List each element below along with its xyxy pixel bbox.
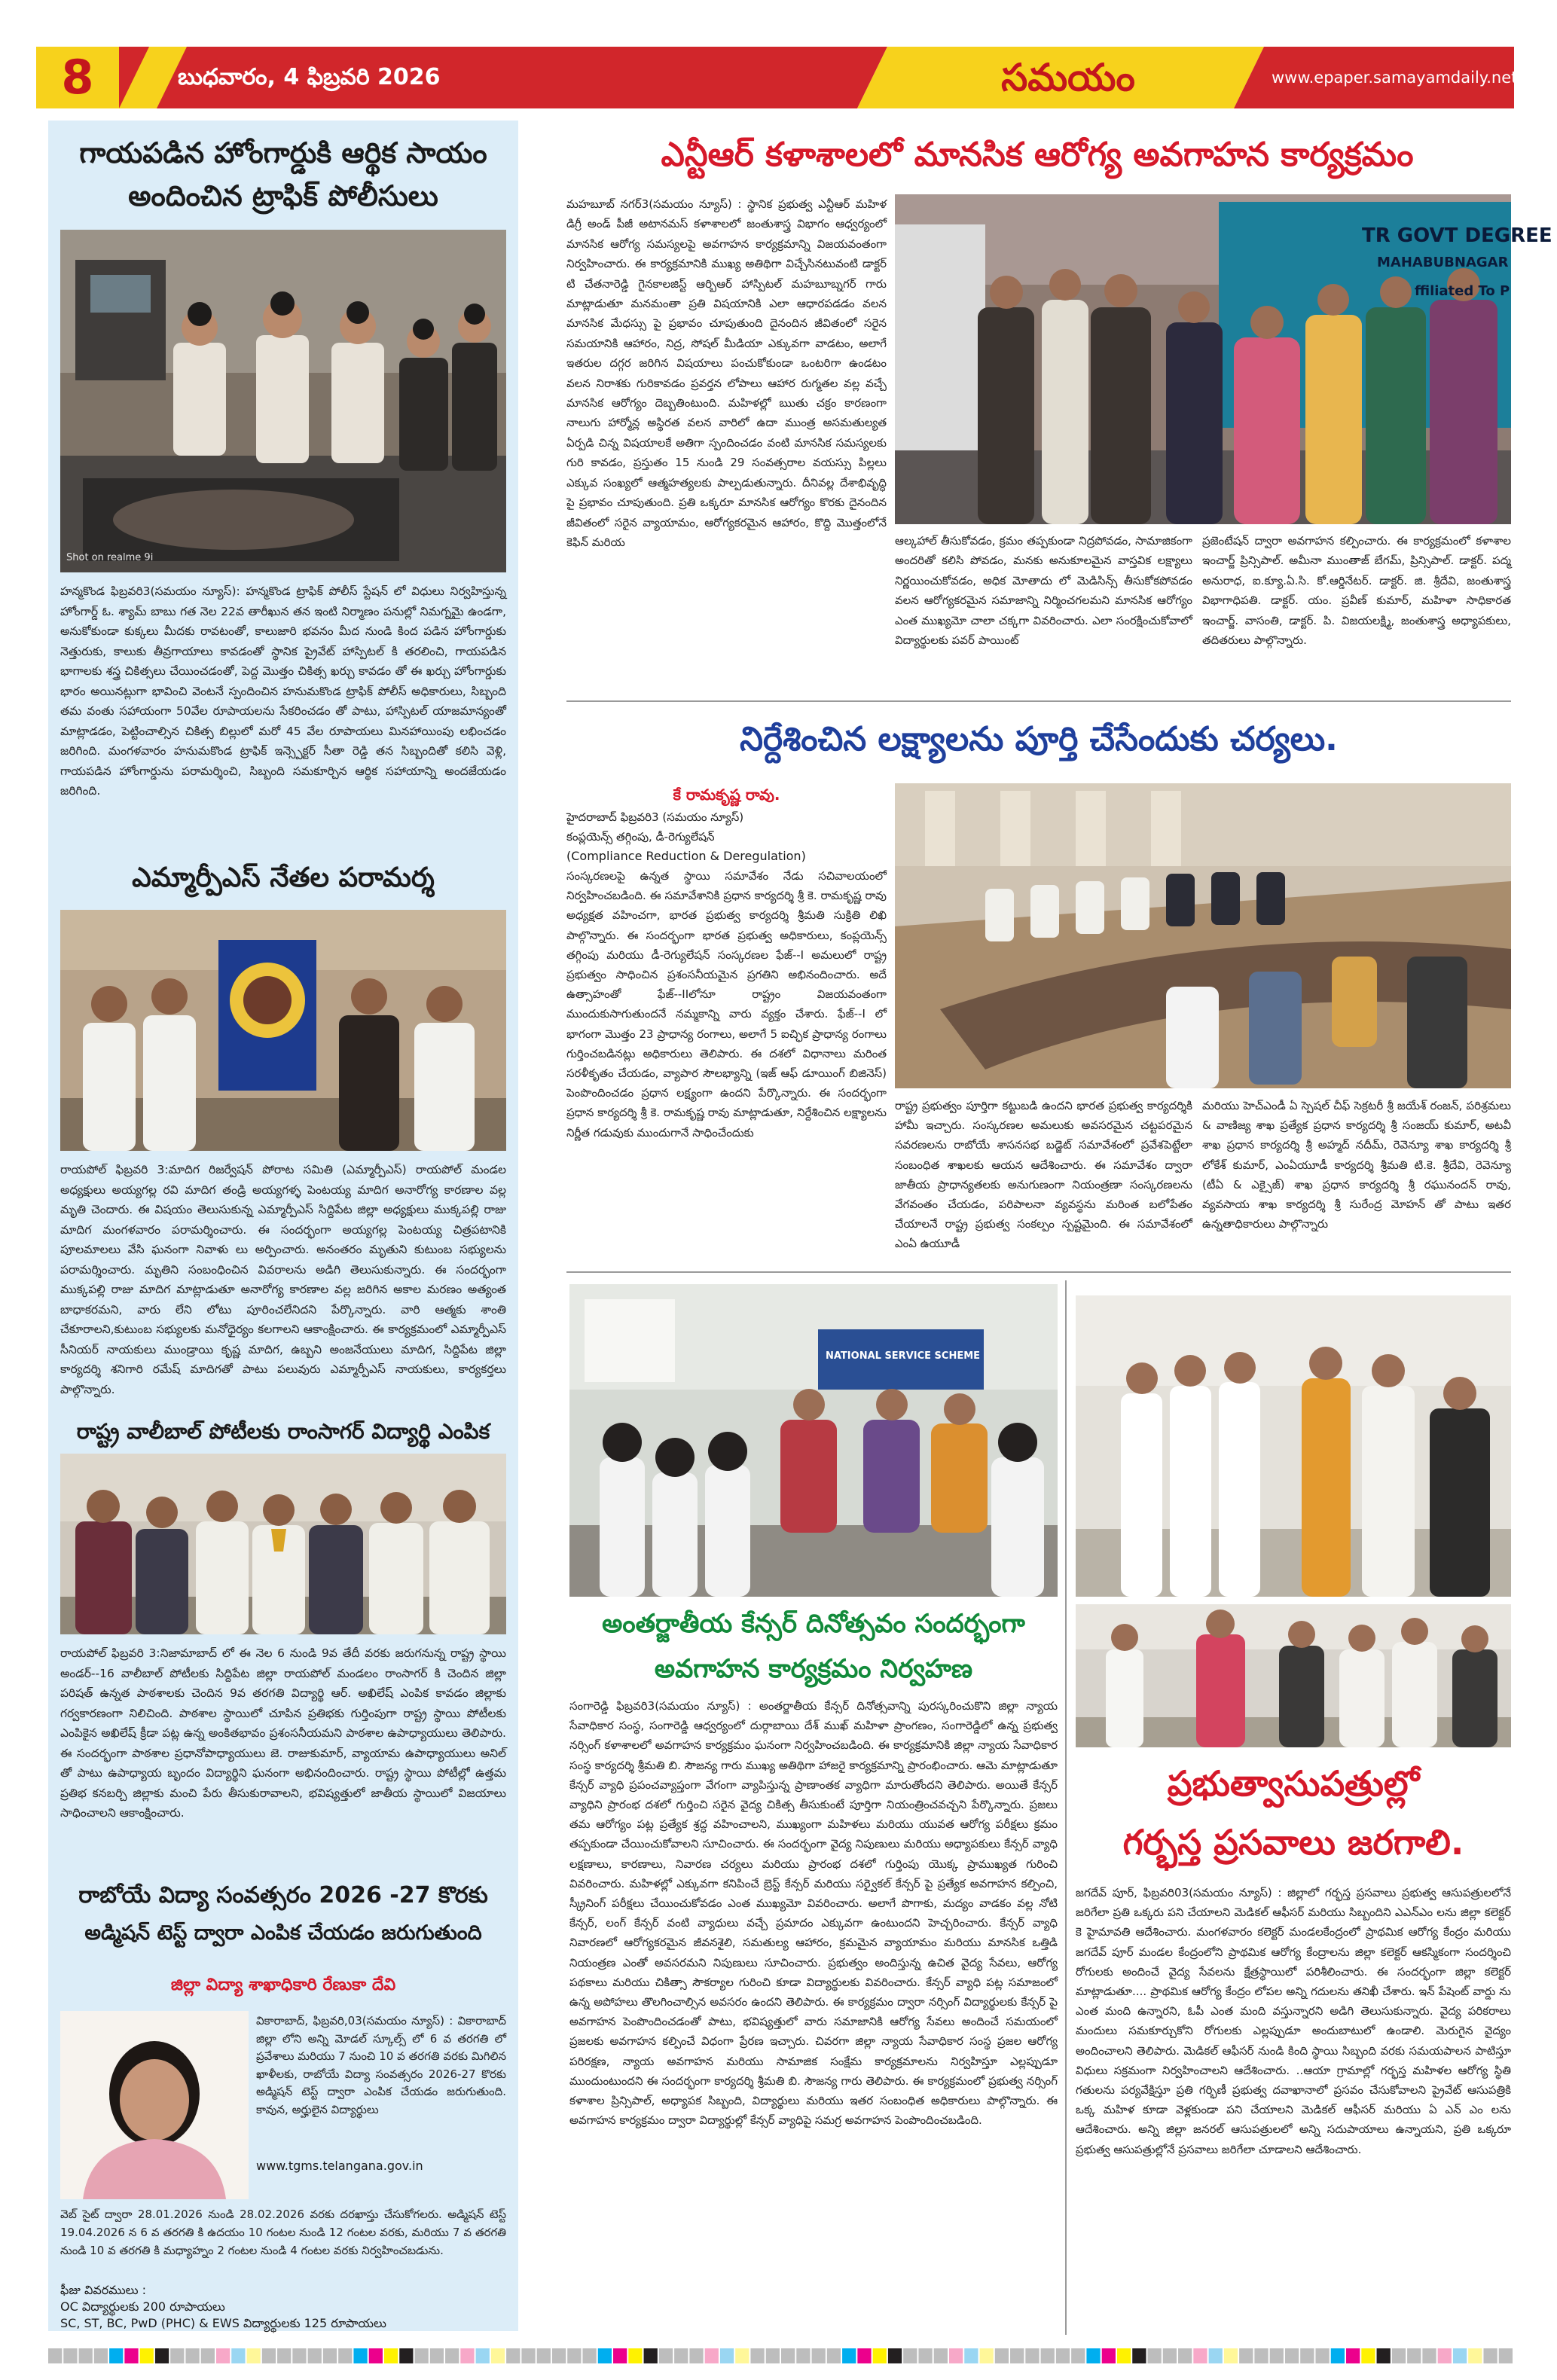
registration-swatch xyxy=(216,2348,230,2363)
registration-swatch xyxy=(1239,2348,1253,2363)
registration-swatch xyxy=(689,2348,703,2363)
registration-swatch xyxy=(140,2348,154,2363)
registration-swatch xyxy=(1132,2348,1146,2363)
registration-swatch xyxy=(1010,2348,1024,2363)
story4-byline: జిల్లా విద్యా శాఖాధికారి రేణుకా దేవి xyxy=(170,1976,396,1994)
story4-body-beside-photo: వికారాబాద్, ఫిబ్రవరి,03(సమయం న్యూస్) : వికారాబాద్ జిల్లా లోని అన్ని మోడల్ స్కూల్స్ లో 6 వ తరగతి లో ప్రవేశాలు మరియు 7 నుంచి 10 వ తరగతి వరకు మిగిలిన ఖాళీలకు, రాబోయే విద్యా సంవత్సరం 2026-27 కొరకు అడ్మిషన్ టెస్ట్ ద్వారా ఎంపిక చేయడం జరుగుతుంది. కావున, అర్హులైన విద్యార్థులు xyxy=(256,2014,506,2116)
phc-ward-visit-illustration xyxy=(1076,1604,1511,1747)
registration-swatch xyxy=(1438,2348,1452,2363)
ntr-story-body-col2: ఆల్కహాల్ తీసుకోవడం, క్రమం తప్పకుండా నిద్రపోవడం, సామాజికంగా అందరితో కలిసి పోవడం, మనకు అనుకూలమైన వాస్తవిక లక్ష్యాలు నిర్ణయించుకోవడం, అధిక మోతాదు లో మెడిసిన్స్ తీసుకోకపోవడం వలన ఆరోగ్యకరమైన సమాజాన్ని నిర్మించగలమని మానసిక ఆరోగ్యం ఎంత ముఖ్యమో చాలా చక్కగా వివరించారు. ఎలా సంరక్షించుకోవాలో విద్యార్థులకు పవర్ పాయింట్ xyxy=(895,534,1192,648)
registration-swatch xyxy=(796,2348,810,2363)
hospital-story-headline-line2: గర్భస్త ప్రసవాలు జరగాలి. xyxy=(1122,1822,1464,1863)
story3-headline: రాష్ట్ర వాలీబాల్ పోటీలకు రాంసాగర్ విద్యార్థి ఎంపిక xyxy=(76,1419,490,1444)
registration-swatch xyxy=(231,2348,245,2363)
registration-swatch xyxy=(537,2348,551,2363)
registration-swatch xyxy=(674,2348,688,2363)
tribute-photo-illustration xyxy=(60,910,506,1151)
registration-swatch xyxy=(277,2348,291,2363)
registration-swatch xyxy=(659,2348,673,2363)
ntr-photo-banner-3: ffiliated To P xyxy=(1415,283,1510,299)
registration-swatch xyxy=(1224,2348,1238,2363)
registration-swatch xyxy=(430,2348,444,2363)
story1-headline-line2: అందించిన ట్రాఫిక్ పోలీసులు xyxy=(128,179,438,212)
registration-swatch xyxy=(628,2348,642,2363)
ntr-story-headline: ఎన్టీఆర్ కళాశాలలో మానసిక ఆరోగ్య అవగాహన కార్యక్రమం xyxy=(661,136,1414,174)
registration-swatch xyxy=(888,2348,902,2363)
registration-swatch xyxy=(735,2348,749,2363)
ntr-photo-banner: TR GOVT DEGREE xyxy=(1362,224,1552,247)
registration-swatch xyxy=(1361,2348,1375,2363)
registration-swatch xyxy=(1300,2348,1314,2363)
registration-swatch xyxy=(873,2348,887,2363)
registration-swatch xyxy=(949,2348,963,2363)
registration-swatch xyxy=(155,2348,169,2363)
registration-swatch xyxy=(980,2348,994,2363)
fee-line-sc-st: SC, ST, BC, PwD (PHC) & EWS విద్యార్థులకు 125 రూపాయలు xyxy=(60,2316,386,2330)
registration-swatch xyxy=(1392,2348,1406,2363)
volleyball-felicitation-illustration xyxy=(60,1454,506,1634)
registration-swatch xyxy=(1499,2348,1513,2363)
registration-swatch xyxy=(323,2348,337,2363)
story1-photo xyxy=(60,230,506,572)
registration-swatch xyxy=(399,2348,413,2363)
registration-swatch xyxy=(1254,2348,1268,2363)
cancer-story-headline-line1: అంతర్జాతీయ కేన్సర్ దినోత్సవం సందర్భంగా xyxy=(602,1609,1025,1639)
cancer-story-photo xyxy=(569,1284,1058,1597)
registration-swatch xyxy=(705,2348,719,2363)
targets-story-photo xyxy=(895,783,1511,1088)
registration-swatch xyxy=(1453,2348,1467,2363)
hospital-story-headline-line1: ప్రభుత్వాసుపత్రుల్లో xyxy=(1167,1763,1420,1804)
registration-swatch xyxy=(552,2348,566,2363)
story4-body-after-website: వెబ్ సైట్ ద్వారా 28.01.2026 నుండి 28.02.2026 వరకు దరఖాస్తు చేసుకోగలరు. అడ్మిషన్ టెస్ట్ 19.04.2026 న 6 వ తరగతి కి ఉదయం 10 గంటల నుండి 12 గంటల వరకు, మరియు 7 వ తరగతి నుండి 10 వ తరగతి కి మధ్యాహ్నం 2 గంటల నుండి 4 గంటల వరకు నిర్వహించబడును. xyxy=(60,2208,506,2257)
registration-swatch xyxy=(1102,2348,1116,2363)
targets-story-lead-phrase: కంప్లయెన్స్ తగ్గింపు, డీ-రెగ్యులేషన్ xyxy=(566,830,715,844)
registration-swatch xyxy=(185,2348,199,2363)
registration-swatch xyxy=(79,2348,93,2363)
registration-swatch xyxy=(720,2348,734,2363)
page-number: 8 xyxy=(61,50,94,105)
registration-swatch xyxy=(766,2348,780,2363)
registration-swatch xyxy=(384,2348,398,2363)
registration-swatch xyxy=(598,2348,612,2363)
story1-body: హన్మకొండ ఫిబ్రవరి3(సమయం న్యూస్): హన్మకొండ ట్రాఫిక్ పోలీస్ స్టేషన్ లో విధులు నిర్వహిస్తున్న హోంగార్డ్ ఓ. శ్యామ్ బాబు గత నెల 22వ తారీఖున తన ఇంటి నిర్మాణం పనుల్లో నిమగ్నమై ఉండగా, అనుకోకుండా కుక్కలు మీదకు రావటంతో, కాలుజారి భవనం మీద నుండి కింద పడిన హోంగార్డుకు నెత్తురుకు, కాలుకు తీవ్రగాయాలు కావడంతో స్థానిక ప్రైవేట్ హాస్పిటల్ కి తరలించి, గాయపడిన భాగాలకు శస్త్ర చికిత్సలు చేయించడంతో, పెద్ద మొత్తం చికిత్స ఖర్చు కావడం తో ఈ ఖర్చు హోంగార్డుకు భారం అయినట్లుగా భావించి వెంటనే స్పందించిన హనుమకొండ ట్రాఫిక్ పోలీస్ అధికారులు, సిబ్బంది తమ వంతు సహాయంగా 50వేల రూపాయలను సేకరించడం తో పాటు, హాస్పిటల్ యాజమాన్యంతో మాట్లాడడం, పెట్టించాల్సిన చికిత్స బిల్లులో మరో 45 వేల రూపాయలు మినహాయింపు లభించడం జరిగింది. మంగళవారం హనుమకొండ ట్రాఫిక్ ఇన్స్పెక్టర్ సీతా రెడ్డి తన సిబ్బందితో కలిసి వెళ్లి, గాయపడిన హోంగార్డును పరామర్శించి, సిబ్బంది సమకూర్చిన ఆర్థిక సహాయాన్ని అందజేయడం జరిగింది. xyxy=(60,584,506,798)
registration-swatch xyxy=(1071,2348,1085,2363)
registration-swatch xyxy=(247,2348,261,2363)
registration-swatch xyxy=(934,2348,948,2363)
registration-swatch xyxy=(1285,2348,1299,2363)
registration-swatch xyxy=(415,2348,429,2363)
hospital-visit-illustration xyxy=(60,230,506,572)
registration-swatch xyxy=(353,2348,367,2363)
masthead xyxy=(36,47,1518,108)
targets-story-body-mid: రాష్ట్ర ప్రభుత్వం పూర్తిగా కట్టుబడి ఉందని భారత ప్రభుత్వ కార్యదర్శికి హామీ ఇచ్చారు. సంస్కరణల అమలుకు అవసరమైన చట్టపరమైన సవరణలను రాబోయే శాసనసభ బడ్జెట్ సమావేశంలో ప్రవేశపెట్టేలా సంబంధిత శాఖలకు ఆయన ఆదేశించారు. ఈ సమావేశం ద్వారా జాతీయ ప్రాధాన్యతలకు అనుగుణంగా నియంత్రణా సంస్కరణలను వేగవంతం చేయడం, పరిపాలనా వ్యవస్థను మరింత బలోపేతం చేయాలనే రాష్ట్ర ప్రభుత్వ సంకల్పం స్పష్టమైంది. ఈ సమావేశంలో ఎంఏ ఉయూడీ xyxy=(895,1099,1192,1251)
story4-headline-line1: రాబోయే విద్యా సంవత్సరం 2026 -27 కొరకు xyxy=(78,1882,488,1909)
story4-headline-line2: అడ్మిషన్ టెస్ట్ ద్వారా ఎంపిక చేయడం జరుగుతుంది xyxy=(84,1921,482,1945)
registration-swatch xyxy=(292,2348,306,2363)
registration-swatch xyxy=(567,2348,581,2363)
ntr-story-body-col3: ప్రజెంటేషన్ ద్వారా అవగాహన కల్పించారు. ఈ కార్యక్రమంలో కళాశాల ఇంచార్జ్ ప్రిన్సిపాల్. అమీనా ముంతాజ్ బేగమ్, ప్రిన్సిపాల్. డాక్టర్. పద్మ అనురాధ, ఐ.క్యూ.ఏ.సి. కో.ఆర్డినేటర్. డాక్టర్. జి. శ్రీదేవి, జంతుశాస్త్ర విభాగాధిపతి. డాక్టర్. యం. ప్రవీణ్ కుమార్, మహిళా సాధికారత ఇంచార్జ్. వాసంతి, డాక్టర్. పి. విజయలక్ష్మి, జంతుశాస్త్ర అధ్యాపకులు, తదితరులు పాల్గొన్నారు. xyxy=(1202,534,1511,648)
registration-swatch xyxy=(613,2348,627,2363)
registration-swatch xyxy=(476,2348,490,2363)
registration-swatch xyxy=(1270,2348,1284,2363)
cancer-photo-banner: NATIONAL SERVICE SCHEME xyxy=(826,1350,981,1362)
registration-swatch xyxy=(201,2348,215,2363)
color-registration-strip xyxy=(48,2348,1514,2363)
registration-swatch xyxy=(1117,2348,1131,2363)
registration-swatch xyxy=(1178,2348,1192,2363)
registration-swatch xyxy=(506,2348,520,2363)
registration-swatch xyxy=(170,2348,184,2363)
registration-swatch xyxy=(1407,2348,1421,2363)
registration-swatch xyxy=(964,2348,978,2363)
targets-story-byline: కే రామకృష్ణ రావు. xyxy=(673,786,780,804)
registration-swatch xyxy=(1422,2348,1436,2363)
registration-swatch xyxy=(1041,2348,1055,2363)
cancer-story-headline-line2: అవగాహన కార్యక్రమం నిర్వహణ xyxy=(654,1654,973,1684)
registration-swatch xyxy=(781,2348,795,2363)
fee-line-oc: OC విద్యార్థులకు 200 రూపాయలు xyxy=(60,2299,225,2314)
website-link[interactable]: www.epaper.samayamdaily.net xyxy=(1272,69,1518,87)
registration-swatch xyxy=(369,2348,383,2363)
fee-title: ఫీజు వివరములు : xyxy=(60,2283,147,2297)
registration-swatch xyxy=(1148,2348,1162,2363)
registration-swatch xyxy=(48,2348,62,2363)
ntr-story-photo xyxy=(895,194,1552,524)
column-divider-vertical xyxy=(1065,1280,1067,2335)
registration-swatch xyxy=(827,2348,841,2363)
ntr-story-divider xyxy=(566,700,1511,702)
registration-swatch xyxy=(857,2348,871,2363)
registration-swatch xyxy=(1346,2348,1360,2363)
registration-swatch xyxy=(338,2348,352,2363)
registration-swatch xyxy=(262,2348,276,2363)
meeting-hall-illustration xyxy=(895,783,1511,1088)
story1-headline-line1: గాయపడిన హోంగార్డుకి ఆర్థిక సాయం xyxy=(79,136,487,169)
registration-swatch xyxy=(582,2348,596,2363)
registration-swatch xyxy=(903,2348,917,2363)
registration-swatch xyxy=(918,2348,932,2363)
targets-story-body-right: మరియు హెచ్ఎండీ ఏ స్పెషల్ చీఫ్ సెక్రటరీ శ్రీ జయేశ్ రంజన్, పరిశ్రమలు & వాణిజ్య శాఖ ప్రత్యేక ప్రధాన కార్యదర్శి శ్రీ సంజయ్ కుమార్, అటవీ శాఖ ప్రధాన కార్యదర్శి శ్రీ అహ్మద్ నదీమ్, రెవెన్యూ శాఖ కార్యదర్శి శ్రీ లోకేశ్ కుమార్, ఎంఏయూడీ కార్యదర్శి శ్రీమతి టి.కె. శ్రీదేవి, రెవెన్యూ (టీఏ & ఎక్సైజ్) శాఖ ప్రధాన కార్యదర్శి శ్రీ రఘునందన్ రావు, వ్యవసాయ శాఖ కార్యదర్శి శ్రీ సురేంద్ర మోహన్ తో పాటు ఇతర ఉన్నతాధికారులు పాల్గొన్నారు xyxy=(1202,1099,1511,1231)
story2-body: రాయపోల్ ఫిబ్రవరి 3:మాదిగ రిజర్వేషన్ పోరాట సమితి (ఎమ్మార్పీఎస్) రాయపోల్ మండల అధ్యక్షులు అయ్యగల్ల రవి మాదిగ తండ్రి అయ్యగళ్ళ పెంటయ్య మాదిగ అనారోగ్య కారణాల వల్ల మృతి చెందారు. ఈ విషయం తెలుసుకున్న ఎమ్మార్పీఎస్ సిద్దిపేట జిల్లా అధ్యక్షులు ముక్కపల్లి రాజు మాదిగ మంగళవారం పరామర్శించారు. ఈ సందర్భంగా అయ్యగల్ల పెంటయ్య చిత్రపటానికి పూలమాలలు వేసి ఘనంగా నివాళు లు అర్పించారు. అనంతరం మృతుని కుటుంబ సభ్యులను పరామర్శించారు. మృతిని సంబంధించిన వివరాలను అడిగి తెలుసుకున్నారు. ఈ సందర్భంగా ముక్కపల్లి రాజు మాదిగ మాట్లాడుతూ అనారోగ్య కారణాల వల్ల జరిగిన అకాల మరణం అత్యంత బాధాకరమని, వారు లేని లోటు పూరించలేనిదని పేర్కొన్నారు. వారి ఆత్మకు శాంతి చేకూరాలని,కుటుంబ సభ్యులకు మనోధైర్యం కలగాలని ఆకాంక్షించారు. ఈ కార్యక్రమంలో ఎమ్మార్పీఎస్ సీనియర్ నాయకులు ముండ్రాయి కృష్ణ మాదిగ, ఉబ్బని అంజనేయులు మాదిగ, సిద్దిపేట జిల్లా కార్యదర్శి శనిగారి రమేష్ మాదిగతో పాటు పలువురు ఎమ్మార్పీఎస్ నాయకులు, కార్యకర్తలు పాల్గొన్నారు. xyxy=(60,1163,506,1396)
registration-swatch xyxy=(1056,2348,1070,2363)
registration-swatch xyxy=(750,2348,764,2363)
hospital-story-photo-bottom xyxy=(1076,1604,1511,1747)
registration-swatch xyxy=(812,2348,826,2363)
registration-swatch xyxy=(842,2348,856,2363)
registration-swatch xyxy=(644,2348,658,2363)
registration-swatch xyxy=(445,2348,459,2363)
registration-swatch xyxy=(1086,2348,1100,2363)
story1-photo-caption: Shot on realme 9i xyxy=(66,552,154,563)
targets-story-headline: నిర్దేశించిన లక్ష్యాలను పూర్తి చేసేందుకు చర్యలు. xyxy=(740,720,1338,758)
registration-swatch xyxy=(308,2348,322,2363)
registration-swatch xyxy=(124,2348,138,2363)
registration-swatch xyxy=(1193,2348,1207,2363)
registration-swatch xyxy=(1209,2348,1223,2363)
registration-swatch xyxy=(995,2348,1009,2363)
registration-swatch xyxy=(1163,2348,1177,2363)
registration-swatch xyxy=(109,2348,123,2363)
story2-photo xyxy=(60,910,506,1151)
registration-swatch xyxy=(1468,2348,1482,2363)
ntr-story-body-col1: మహబూబ్ నగర్3(సమయం న్యూస్) : స్థానిక ప్రభుత్వ ఎన్టీఆర్ మహిళ డిగ్రీ అండ్ పీజీ అటానమస్ కళాశాలలో జంతుశాస్త్ర విభాగం ఆధ్వర్యంలో మానసిక ఆరోగ్య సమస్యలపై అవగాహన కార్యక్రమాన్ని విజయవంతంగా నిర్వహించారు. ఈ కార్యక్రమానికి ముఖ్య అతిథిగా విచ్చేసినటువంటి డాక్టర్ టి చేతనారెడ్డి గైనకాలజిస్ట్ ఆర్బిఆర్ హాస్పిటల్ మహబూబ్నగర్ గారు మాట్లాడుతూ మనమంతా ప్రతి విషయానికి ఎలా ఆధారపడడం వలన మానసిక మేధస్సు పై ప్రభావం చూపుతుంది దైనందిన జీవితంలో సరైన సమయానికి ఆహారం, నిద్ర, సోషల్ మీడియా ఎక్కువగా వాడటం, అలాగే ఇతరుల దగ్గర జరిగిన విషయాలు పంచుకోకుండా ఒంటరిగా ఉండటం వలన నిరాశకు గురికావడం ప్రవర్తన లోపాలు ఆహార రుగ్మతల వల్ల వచ్చే మానసిక ఆరోగ్యం దెబ్బతింటుంది. మహిళల్లో ఋతు చక్రం కారణంగా నాలుగు హార్మోన్ల అస్థిరత వలన వారిలో ఉదా ముంత్ర అసమతుల్యత ఏర్పడి చిన్న విషయాలకే అతిగా స్పందించడం వంటి మానసిక సమస్యలకు గురి కావడం, ప్రస్తుతం 15 నుండి 29 సంవత్సరాల వయస్సు పిల్లలు ఎక్కువ సంఖ్యలో ఆత్మహత్యలకు పాల్పడుతున్నారు. దీనివల్ల దేశాభివృద్ధి పై ప్రభావం చూపుతుంది. ప్రతి ఒక్కరూ మానసిక ఆరోగ్యం కొరకు దైనందిన జీవితంలో సరైన వ్యాయామం, ఆరోగ్యకరమైన ఆహారం, కొద్ది మొత్తంలోనే కెఫిన్ మరియ xyxy=(566,197,887,549)
registration-swatch xyxy=(491,2348,505,2363)
hospital-story-photo-top xyxy=(1076,1295,1511,1597)
cancer-story-body: సంగారెడ్డి ఫిబ్రవరి3(సమయం న్యూస్) : అంతర్జాతీయ కేన్సర్ దినోత్సవాన్ని పురస్కరించుకొని జిల్లా న్యాయ సేవాధికార సంస్థ, సంగారెడ్డి ఆధ్వర్యంలో దుర్గాబాయి దేశ్ ముఖ్ మహిళా ప్రాంగణం, సంగారెడ్డిలో ఉన్న ప్రభుత్వ నర్సింగ్ కళాశాలలో అవగాహన కార్యక్రమం ఘనంగా నిర్వహించబడింది. ఈ కార్యక్రమానికి జిల్లా న్యాయ సేవాధికార సంస్థ కార్యదర్శి శ్రీమతి బి. సౌజన్య గారు ముఖ్య అతిథిగా హాజరై కార్యక్రమాన్ని ప్రారంభించారు. ఆమె మాట్లాడుతూ కేన్సర్ వ్యాధి ప్రపంచవ్యాప్తంగా వేగంగా వ్యాపిస్తున్న ప్రాణాంతక వ్యాధిగా మారుతోందని తెలిపారు. అయితే కేన్సర్ వ్యాధిని ప్రారంభ దశలో గుర్తించి సరైన వైద్య చికిత్స తీసుకుంటే పూర్తిగా నియంత్రించవచ్చని పేర్కొన్నారు. ప్రజలు తమ ఆరోగ్యం పట్ల ప్రత్యేక శ్రద్ధ వహించాలని, ముఖ్యంగా మహిళలు మరియు యువత ఆరోగ్య పరీక్షలు క్రమం తప్పకుండా చేయించుకోవాలని సూచించారు. ఈ సందర్భంగా వైద్య నిపుణులు మరియు అధ్యాపకులు కేన్సర్ వ్యాధి లక్షణాలు, కారణాలు, నివారణ చర్యలు మరియు ప్రారంభ దశలో గుర్తింపు యొక్క ప్రాముఖ్యత గురించి వివరించారు. మహిళల్లో ఎక్కువగా కనిపించే బ్రెస్ట్ కేన్సర్ మరియు సర్వైకల్ కేన్సర్ పై ప్రత్యేక అవగాహన కల్పించి, స్క్రీనింగ్ పరీక్షలు చేయించుకోవడం ఎంత ముఖ్యమో వివరించారు. అలాగే పొగాకు, మద్యం వాడకం వల్ల నోటి కేన్సర్, లంగ్ కేన్సర్ వంటి వ్యాధులు వచ్చే ప్రమాదం ఎక్కువగా ఉంటుందని హెచ్చరించారు. కేన్సర్ వ్యాధి నివారణలో ఆరోగ్యకరమైన జీవనశైలి, సమతుల్య ఆహారం, క్రమమైన వ్యాయామం మరియు మానసిక ఒత్తిడి నియంత్రణ ఎంతో అవసరమని నిపుణులు సూచించారు. ప్రభుత్వం అందిస్తున్న ఉచిత వైద్య సేవలు, ఆరోగ్య పథకాలు మరియు చికిత్సా సౌకర్యాల గురించి కూడా విద్యార్థులకు వివరించారు. కేన్సర్ వ్యాధి పట్ల సమాజంలో ఉన్న అపోహలు తొలగించాల్సిన అవసరం ఉందని తెలిపారు. ఈ కార్యక్రమం ద్వారా నర్సింగ్ విద్యార్థులకు కేన్సర్ పై అవగాహన పెంపొందించడంతో పాటు, భవిష్యత్తులో వారు సమాజానికి ఆరోగ్య సేవలు అందించే సమయంలో ప్రజలకు అవగాహన కల్పించే విధంగా ప్రేరణ ఇచ్చారు. చివరగా జిల్లా న్యాయ సేవాధికార సంస్థ ప్రజల ఆరోగ్య పరిరక్షణ, న్యాయ అవగాహన మరియు సామాజిక సంక్షేమ కార్యక్రమాలను నిర్వహిస్తూ ఎల్లప్పుడూ ముందుంటుందని ఈ సందర్భంగా కార్యదర్శి శ్రీమతి బి. సౌజన్య గారు తెలిపారు. ఈ కార్యక్రమంలో ప్రభుత్వ నర్సింగ్ కళాశాల ప్రిన్సిపాల్, అధ్యాపక సిబ్బంది, విద్యార్థులు మరియు ఇతర సంబంధిత అధికారులు పాల్గొన్నారు. ఈ అవగాహన కార్యక్రమం ద్వారా విద్యార్థుల్లో కేన్సర్ వ్యాధిపై సమగ్ర అవగాహన పెంపొందించబడింది. xyxy=(569,1699,1058,2128)
registration-swatch xyxy=(94,2348,108,2363)
targets-story-divider xyxy=(566,1271,1511,1273)
registration-swatch xyxy=(1025,2348,1039,2363)
paper-name: సమయం xyxy=(1001,56,1135,99)
story2-headline: ఎమ్మార్పీఎస్ నేతల పరామర్శ xyxy=(132,862,435,893)
admission-website-link[interactable]: www.tgms.telangana.gov.in xyxy=(256,2159,423,2173)
registration-swatch xyxy=(1483,2348,1497,2363)
story3-body: రాయపోల్ ఫిబ్రవరి 3:నిజామాబాద్ లో ఈ నెల 6 నుండి 9వ తేదీ వరకు జరుగనున్న రాష్ట్ర స్థాయి అండర్--16 వాలీబాల్ పోటీలకు సిద్దిపేట జిల్లా రాయపోల్ మండలం రాంసాగర్ కి చెందిన జిల్లా పరిషత్ ఉన్నత పాఠశాలకు చెందిన 9వ తరగతి విద్యార్థి ఆర్. అఖిలేష్ ఎంపిక కావడం జిల్లాకు గర్వకారణంగా నిలిచింది. పాఠశాల స్థాయిలో చూపిన ప్రతిభకు గుర్తింపుగా రాష్ట్ర స్థాయి పోటీలకు ఎంపికైన అఖిలేష్ క్రీడా పట్ల ఉన్న అంకితభావం ప్రశంసనీయమని పాఠశాల ఉపాధ్యాయులు తెలిపారు. ఈ సందర్భంగా పాఠశాల ప్రధానోపాధ్యాయులు జె. రాజుకుమార్, వ్యాయామ ఉపాధ్యాయులు అనిల్ తో పాటు ఉపాధ్యాయ బృందం విద్యార్థిని ఘనంగా అభినందించారు. రాష్ట్ర స్థాయి పోటీల్లో ఉత్తమ ప్రతిభ కనబర్చి జిల్లాకు మంచి పేరు తీసుకురావాలని, భవిష్యత్తులో జాతీయ స్థాయిలో విజయాలు సాధించాలని ఆకాంక్షించారు. xyxy=(60,1646,506,1820)
story3-photo xyxy=(60,1454,506,1634)
targets-story-english-term: (Compliance Reduction & Deregulation) xyxy=(566,849,806,863)
registration-swatch xyxy=(1315,2348,1329,2363)
registration-swatch xyxy=(1331,2348,1345,2363)
registration-swatch xyxy=(521,2348,535,2363)
story4-photo xyxy=(60,2011,249,2199)
registration-swatch xyxy=(1377,2348,1391,2363)
nursing-college-event-illustration xyxy=(569,1284,1058,1597)
registration-swatch xyxy=(460,2348,474,2363)
issue-date: బుధవారం, 4 ఫిబ్రవరి 2026 xyxy=(178,64,441,90)
registration-marks xyxy=(48,2348,1514,2363)
targets-story-dateline: హైదరాబాద్ ఫిబ్రవరి3 (సమయం న్యూస్) xyxy=(566,810,744,824)
phc-inspection-illustration xyxy=(1076,1295,1511,1597)
targets-story-body-left: సంస్కరణలపై ఉన్నత స్థాయి సమావేశం నేడు సచివాలయంలో నిర్వహించబడింది. ఈ సమావేశానికి ప్రధాన కార్యదర్శి శ్రీ కె. రామకృష్ణ రావు అధ్యక్షత వహించగా, భారత ప్రభుత్వ కార్యదర్శి శ్రీమతి సుక్రితి లిఖి పాల్గొన్నారు. ఈ సందర్భంగా భారత ప్రభుత్వ అధికారులు, కంప్లయెన్స్ తగ్గింపు మరియు డీ-రెగ్యులేషన్ సంస్కరణల ఫేజ్--I అమలులో రాష్ట్ర ప్రభుత్వం సాధించిన ప్రశంసనీయమైన ప్రగతిని అభినందించారు. అదే ఉత్సాహంతో ఫేజ్--IIలోనూ రాష్ట్రం విజయవంతంగా ముందుకుసాగుతుందనే నమ్మకాన్ని వారు వ్యక్తం చేశారు. ఫేజ్--I లో భాగంగా మొత్తం 23 ప్రాధాన్య రంగాలు, అలాగే 5 ఐచ్ఛిక ప్రాధాన్య రంగాలు గుర్తించబడినట్లు అధికారులు తెలిపారు. ఈ దశలో విధానాలు మరింత సరళీకృతం చేయడం, వ్యాపార సౌలభ్యాన్ని (ఇజ్ ఆఫ్ డూయింగ్ బిజినెస్) పెంపొందించడం ప్రధాన లక్ష్యంగా ఉందని పేర్కొన్నారు. ఈ సందర్భంగా ప్రధాన కార్యదర్శి శ్రీ కె. రామకృష్ణ రావు మాట్లాడుతూ, నిర్దేశించిన లక్ష్యాలను నిర్ణీత గడువుకు ముందుగానే సాధించేందుకు xyxy=(566,869,887,1140)
ntr-photo-banner-2: MAHABUBNAGAR xyxy=(1377,255,1509,270)
registration-swatch xyxy=(63,2348,77,2363)
officer-portrait-illustration xyxy=(60,2011,249,2199)
hospital-story-body: జగదేవ్ పూర్, ఫిబ్రవరి03(సమయం న్యూస్) : జిల్లాలో గర్భస్త ప్రసవాలు ప్రభుత్వ ఆసుపత్రులలోనే జరిగేలా ప్రతి ఒక్కరు పని చేయాలని మెడికల్ ఆఫీసర్ మరియు సిబ్బందిని ఎఎన్ఎం లను జిల్లా కలెక్టర్ కె హైమావతి ఆదేశించారు. మంగళవారం కలెక్టర్ మండలకేంద్రంలో ప్రాథమిక ఆరోగ్య కేంద్రం మరియు జగదేవ్ పూర్ మండల కేంద్రంలోని ప్రాథమిక ఆరోగ్య కేంద్రాలను జిల్లా కలెక్టర్ ఆకస్మికంగా సందర్శించి రోగులకు అందించే వైద్య సేవలను క్షేత్రస్థాయిలో పరిశీలించారు. ఈ సందర్భంగా జిల్లా కలెక్టర్ మాట్లాడుతూ.... ప్రాథమిక ఆరోగ్య కేంద్రం లోపల అన్ని గదులను తనిఖీ చేశారు. ఇన్ పేషెంట్ వార్డు ను ఎంత మంది ఉన్నారని, ఓపీ ఎంత మంది వస్తున్నారని అడిగి తెలుసుకున్నారు. వైద్య పరికరాలు మందులు సమకూర్చుకోని రోగులకు ఎల్లప్పుడూ అందుబాటులో ఉండాలి. మెరుగైన వైద్యం అందించాలని తెలిపారు. మెడికల్ ఆఫీసర్ నుండి కింది స్థాయి సిబ్బంది వరకు సమయపాలన పాటిస్తూ విధులు సక్రమంగా నిర్వహించాలని ఆదేశించారు. ..ఆయా గ్రామాల్లో గర్భస్త మహిళల ఆరోగ్య స్థితి గతులను పర్యవేక్షిస్తూ ప్రతి గర్భిణీ ప్రభుత్వ దవాఖానాలో ప్రసవం చేసుకోవాలని ప్రైవేట్ ఆసుపత్రికి ఒక్క మహిళ కూడా వెళ్లకుండా పని చేయాలని మెడికల్ ఆఫీసర్ మరియు ఏ ఎన్ ఎం లను ఆదేశించారు. అన్ని జిల్లా జనరల్ ఆసుపత్రులలో అన్ని సదుపాయాలు ఉన్నాయని, ప్రతి ఒక్కరూ ప్రభుత్వ ఆసుపత్రుల్లోనే ప్రసవాలు జరిగేలా చూడాలని ఆదేశించారు. xyxy=(1076,1886,1511,2156)
